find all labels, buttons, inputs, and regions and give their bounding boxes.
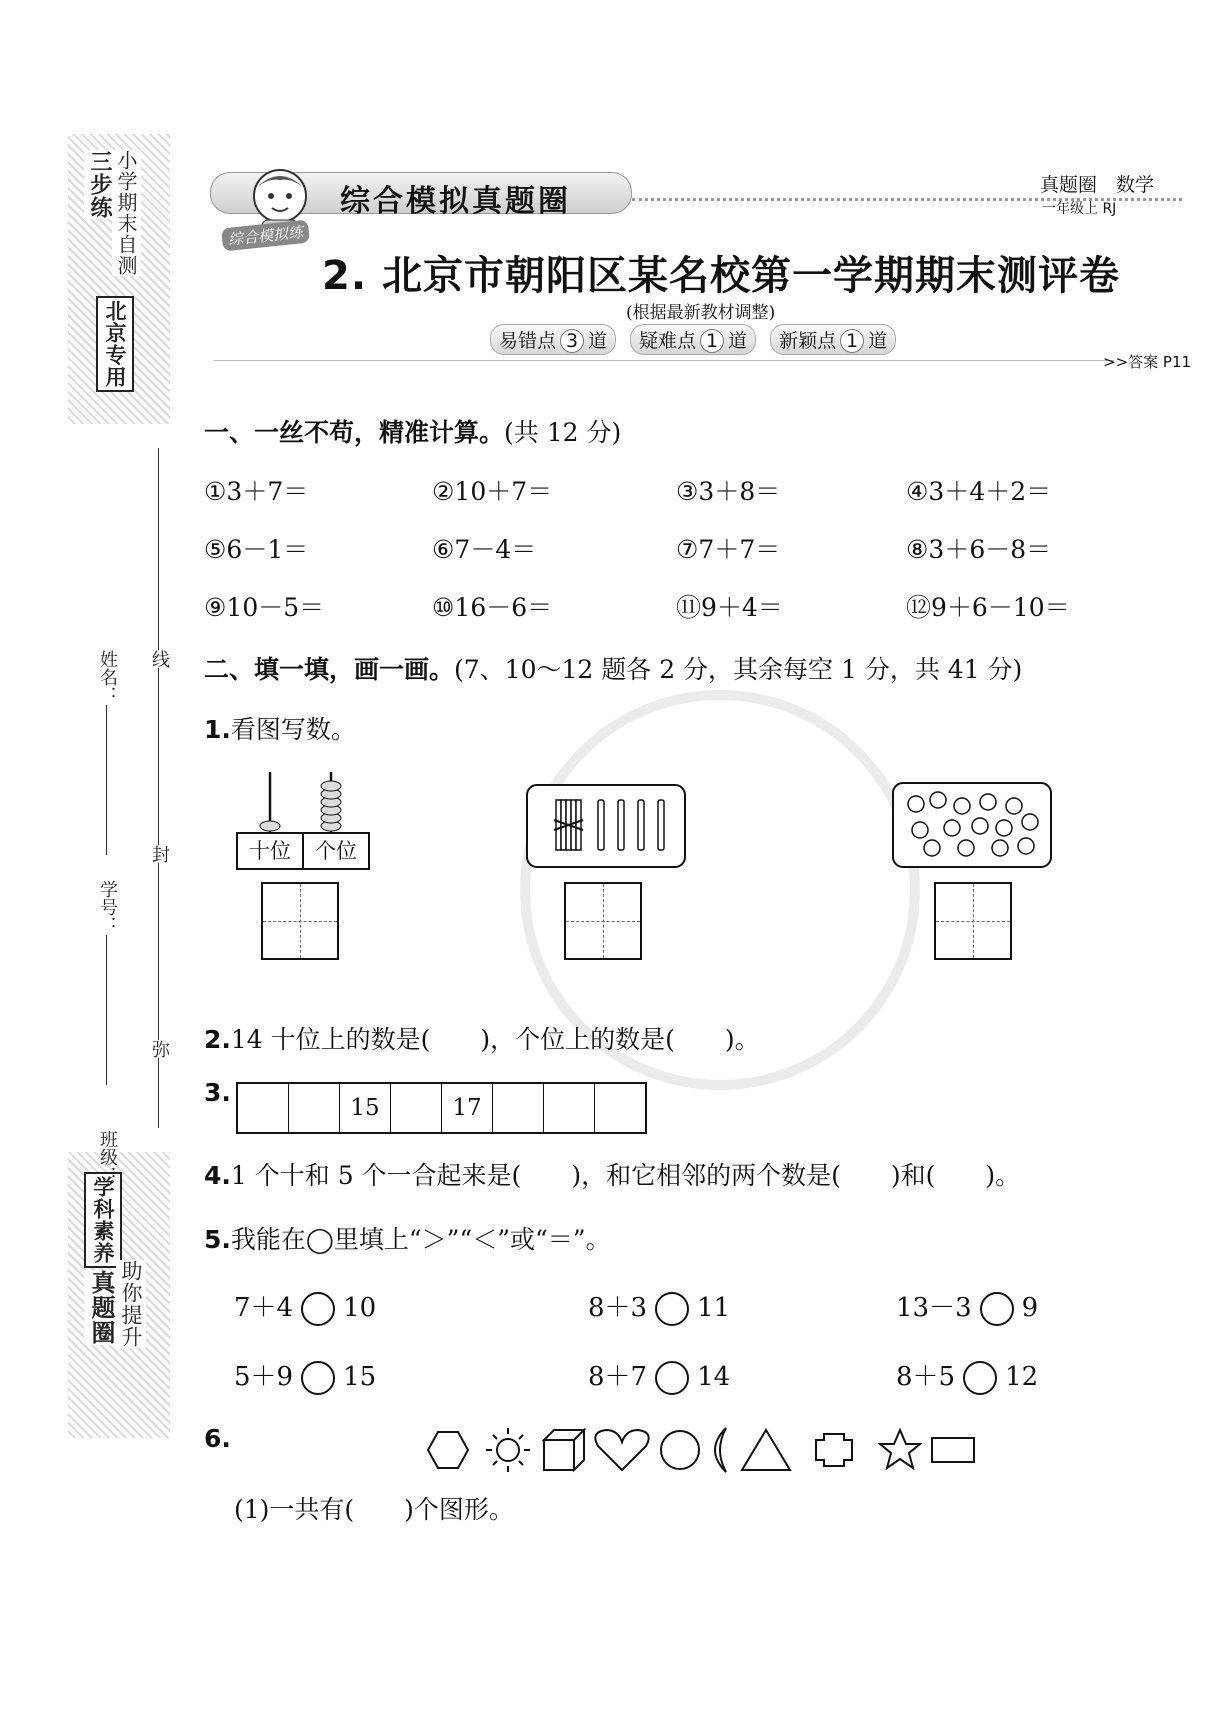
compare-circle[interactable] xyxy=(301,1292,335,1326)
side-top-vertical-2: 小学期末自测 xyxy=(112,150,141,276)
compare-circle[interactable] xyxy=(980,1292,1014,1326)
calc-item-2: ②10＋7＝ xyxy=(432,477,553,506)
shapes-row xyxy=(420,1422,980,1478)
compare-circle[interactable] xyxy=(963,1361,997,1395)
seq-cell: 15 xyxy=(340,1084,391,1132)
side-top-step: 三步练 xyxy=(84,150,115,219)
calc-item-4: ④3＋4＋2＝ xyxy=(906,477,1052,506)
compare-item-5: 8＋7 14 xyxy=(588,1356,730,1395)
compare-item-1: 7＋4 10 xyxy=(234,1287,376,1326)
calc-item-12: ⑫9＋6－10＝ xyxy=(906,593,1070,622)
calc-item-8: ⑧3＋6－8＝ xyxy=(906,535,1052,564)
compare-circle[interactable] xyxy=(655,1292,689,1326)
seq-cell[interactable] xyxy=(493,1084,544,1132)
calc-item-11: ⑪9＋4＝ xyxy=(676,593,783,622)
label-class: 班级： xyxy=(97,1130,118,1184)
ones-label: 个位 xyxy=(315,839,357,863)
q5: 5.我能在◯里填上“＞”“＜”或“＝”。 xyxy=(204,1225,611,1254)
seq-cell[interactable] xyxy=(238,1084,289,1132)
label-id: 学号： xyxy=(97,880,118,934)
rectangle-icon xyxy=(932,1438,974,1462)
side-bottom-vertical-2: 助你提升 xyxy=(116,1260,146,1348)
page-title: 2. 北京市朝阳区某名校第一学期期末测评卷 xyxy=(322,253,1120,299)
id-line xyxy=(106,935,107,1085)
sun-icon xyxy=(486,1428,530,1472)
side-bottom-brand: 真题圈 xyxy=(84,1270,119,1345)
seq-cell[interactable] xyxy=(595,1084,645,1132)
compare-item-2: 8＋3 11 xyxy=(588,1287,730,1326)
answer-grid-3[interactable] xyxy=(934,882,1012,960)
cut-mark-2: 封 xyxy=(146,845,172,863)
side-top-vertical-1: 北京专用 xyxy=(96,296,134,392)
calc-item-7: ⑦7＋7＝ xyxy=(676,535,781,564)
series-label: 真题圈 数学 xyxy=(1040,174,1155,196)
q6-label: 6. xyxy=(204,1424,231,1453)
seq-cell: 17 xyxy=(442,1084,493,1132)
label-name: 姓名： xyxy=(97,650,118,704)
q4: 4.1 个十和 5 个一合起来是( )，和它相邻的两个数是( )和( )。 xyxy=(204,1161,1021,1190)
calc-item-1: ①3＋7＝ xyxy=(204,477,309,506)
compare-circle[interactable] xyxy=(301,1361,335,1395)
calc-item-10: ⑩16－6＝ xyxy=(432,593,553,622)
sticks-picture xyxy=(526,784,686,868)
cut-mark-3: 弥 xyxy=(146,1040,172,1058)
star-icon xyxy=(880,1430,920,1468)
answer-grid-1[interactable] xyxy=(261,882,339,960)
calc-item-6: ⑥7－4＝ xyxy=(432,535,537,564)
seq-cell[interactable] xyxy=(391,1084,442,1132)
cross-shape-icon xyxy=(816,1434,852,1466)
calc-item-9: ⑨10－5＝ xyxy=(204,593,325,622)
seq-cell[interactable] xyxy=(289,1084,340,1132)
cube-icon xyxy=(544,1430,584,1470)
calc-item-5: ⑤6－1＝ xyxy=(204,535,309,564)
q6-sub1: (1)一共有( )个图形。 xyxy=(234,1495,514,1524)
mascot-caption: 综合模拟练 xyxy=(221,220,310,252)
calc-item-3: ③3＋8＝ xyxy=(676,477,781,506)
answer-grid-2[interactable] xyxy=(564,882,642,960)
triangle-icon xyxy=(742,1430,790,1470)
tens-label: 十位 xyxy=(238,834,304,868)
circle-icon xyxy=(661,1431,699,1469)
side-bottom-vertical-1: 学科素养 xyxy=(84,1172,122,1268)
tag-novel: 新颖点 1 道 xyxy=(770,324,896,355)
q1: 1.看图写数。 xyxy=(204,715,356,744)
grade-label: 一年级上 RJ xyxy=(1042,201,1117,217)
page-subtitle: (根据最新教材调整) xyxy=(626,303,776,323)
abacus-picture xyxy=(236,768,370,832)
section1-title: 一、一丝不苟，精准计算。(共 12 分) xyxy=(204,418,622,447)
header-divider xyxy=(214,360,1114,361)
name-line xyxy=(106,705,107,855)
apples-picture xyxy=(892,782,1052,868)
compare-item-4: 5＋9 15 xyxy=(234,1356,376,1395)
compare-circle[interactable] xyxy=(655,1361,689,1395)
compare-item-3: 13－3 9 xyxy=(896,1287,1038,1326)
answer-ref: >>答案 P11 xyxy=(1103,353,1192,371)
binding-line xyxy=(158,448,159,1128)
hexagon-icon xyxy=(428,1432,468,1468)
number-sequence xyxy=(236,1082,647,1134)
tag-error-prone: 易错点 3 道 xyxy=(490,324,616,355)
section2-title: 二、填一填，画一画。(7、10～12 题各 2 分，其余每空 1 分，共 41 分) xyxy=(204,655,1023,684)
tag-difficult: 疑难点 1 道 xyxy=(630,324,756,355)
abacus-labels xyxy=(236,832,370,870)
heart-icon xyxy=(595,1430,648,1470)
q3-label: 3. xyxy=(204,1078,231,1107)
q2: 2.14 十位上的数是( )，个位上的数是( )。 xyxy=(204,1025,760,1054)
banner-title: 综合模拟真题圈 xyxy=(340,184,571,219)
tag-row xyxy=(490,324,910,355)
cut-mark-1: 线 xyxy=(146,650,172,668)
crescent-icon xyxy=(715,1428,726,1472)
seq-cell[interactable] xyxy=(544,1084,595,1132)
compare-item-6: 8＋5 12 xyxy=(896,1356,1038,1395)
